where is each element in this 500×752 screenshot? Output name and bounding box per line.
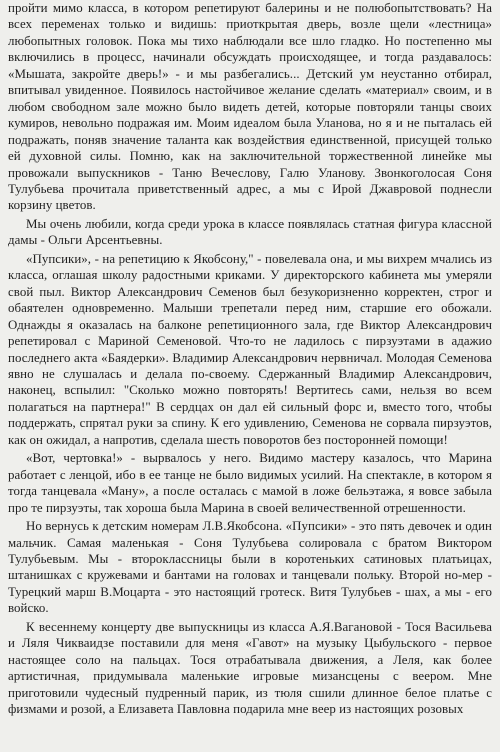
paragraph-5: Но вернусь к детским номерам Л.В.Якобсона. «Пупсики» - это пять девочек и один мальчик. Самая маленькая - Соня Тулубьева солировала с братом Виктором Тулубьевым. Мы - второклассницы были в коротеньких сатиновых платьицах, штанишках с кружевами и бантами на головах и танцевали польку. Второй но-мер - Турецкий марш В.Моцарта - это настоящий гротеск. Витя Тулубьев - шах, а мы - его войско.	[8, 519, 492, 616]
body-text	[8, 0, 492, 717]
paragraph-3: «Пупсики», - на репетицию к Якобсону," - повелевала она, и мы вихрем мчались из класса, оглашая школу радостными криками. У директорского кабинета мы умеряли свой пыл. Виктор Александрович Семенов был безукоризненно корректен, строг и обаятелен одновременно. Малыши трепетали перед ним, старшие его обожали. Однажды я оказалась на балконе репетиционного зала, где Виктор Александрович репетировал с Мариной Семеновой. Что-то не ладилось с пирзуэтами в адажио последнего акта «Баядерки». Владимир Александрович нервничал. Молодая Семенова явно не слушалась и делала по-своему. Сдержанный Владимир Александрович, наконец, вспылил: "Сколько можно повторять! Вертитесь сами, нельзя во всем полагаться на партнера!" В сердцах он дал ей сильный форс и, вместо того, чтобы поддержать, спрятал руки за спину. К его удивлению, Семенова не сорвала пирзуэтов, как он ожидал, а напротив, сделала шесть поворотов без посторонней помощи!	[8, 251, 492, 447]
paragraph-4: «Вот, чертовка!» - вырвалось у него. Видимо мастеру казалось, что Марина работает с ленцой, ибо в ее танце не было видимых усилий. На спектакле, в котором я тогда танцевала «Ману», а после осталась с мамой в ложе бельэтажа, я вовсе забыла про те пирзуэты, так хороша была Марина в своей величественной отрешенности.	[8, 451, 492, 515]
paragraph-2: Мы очень любили, когда среди урока в классе появлялась статная фигура классной дамы - Ольги Арсентьевны.	[8, 216, 492, 248]
paragraph-6: К весеннему концерту две выпускницы из класса А.Я.Вагановой - Тося Васильева и Ляля Чикваидзе поставили для меня «Гавот» на музыку Цыбульского - первое настоящее соло на пальцах. Тося отрабатывала движения, а Леля, как более артистичная, придумывала маленькие игровые мизансцены с веером. Мне приготовили чудесный пудренный парик, из тюля сшили длинное белое платье с физмами и розой, а Елизавета Павловна подарила мне веер из настоящих розовых	[8, 619, 492, 717]
paragraph-1: пройти мимо класса, в котором репетируют балерины и не полюбопытствовать? На всех переменах только и видишь: приоткрытая дверь, возле щели «лестница» любопытных головок. Пока мы тихо наблюдали все шло гладко. Но постепенно мы включились в процесс, начинали обсуждать происходящее, и тогда раздавалось: «Мышата, закройте дверь!» - и мы разбегались... Детский ум неустанно отбирал, впитывал увиденное. Появилось настойчивое желание сделать «материал» своим, и в любом свободном зале можно было видеть детей, которые повторяли танцы своих кумиров, невольно подражая им. Моим идеалом была Уланова, но я и не пыталась ей подражать, поняв значение таланта как воздействия единственной, присущей только ей духовной силы. Помню, как на заключительной торжественной линейке мы провожали выпускников - Таню Вечеслову, Галю Уланову. Звонкоголосая Соня Тулубьева прочитала приветственный адрес, а мы с Ирой Джавровой поднесли корзину цветов.	[8, 1, 492, 213]
